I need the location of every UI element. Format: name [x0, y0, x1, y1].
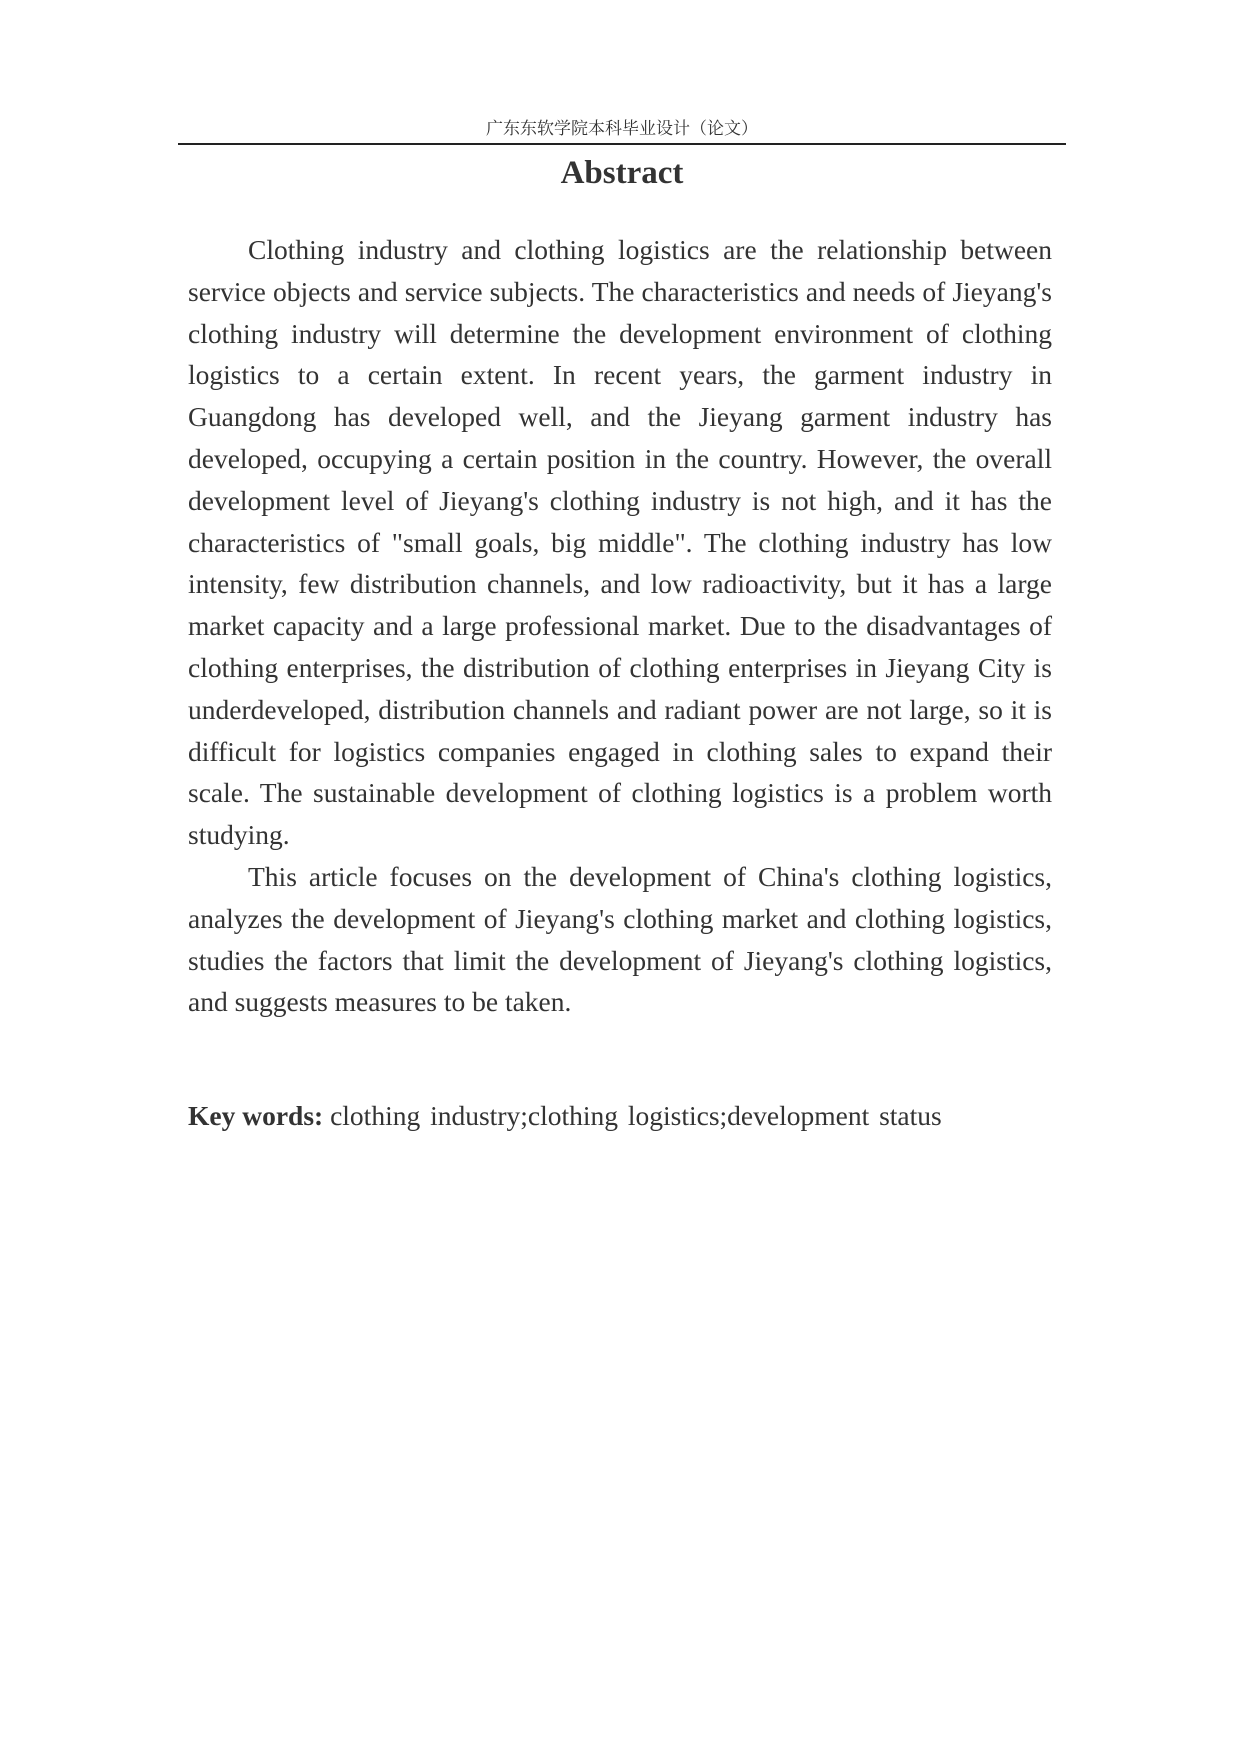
- header-rule: [178, 143, 1066, 145]
- abstract-body: [188, 229, 1052, 1023]
- page-title: Abstract: [560, 155, 684, 191]
- abstract-paragraph-2: This article focuses on the development of China's clothing logistics, analyzes the development of Jieyang's clothing market and clothing logistics, studies the factors that limit the development of Jieyang's clothing logistics, and suggests measures to be taken.: [188, 860, 1052, 1018]
- keywords-line: [188, 1096, 1088, 1136]
- keywords-value: clothing industry;clothing logistics;development status: [330, 1100, 942, 1131]
- abstract-paragraph-1: Clothing industry and clothing logistics are the relationship between service objects and service subjects. The characteristics and needs of Jieyang's clothing industry will determine the development environment of clothing logistics to a certain extent. In recent years, the garment industry in Guangdong has developed well, and the Jieyang garment industry has developed, occupying a certain position in the country. However, the overall development level of Jieyang's clothing industry is not high, and it has the characteristics of "small goals, big middle". The clothing industry has low intensity, few distribution channels, and low radioactivity, but it has a large market capacity and a large professional market. Due to the disadvantages of clothing enterprises, the distribution of clothing enterprises in Jieyang City is underdeveloped, distribution channels and radiant power are not large, so it is difficult for logistics companies engaged in clothing sales to expand their scale. The sustainable development of clothing logistics is a problem worth studying.: [188, 234, 1052, 851]
- keywords-label: Key words:: [188, 1100, 324, 1131]
- running-header: 广东东软学院本科毕业设计（论文）: [486, 119, 758, 139]
